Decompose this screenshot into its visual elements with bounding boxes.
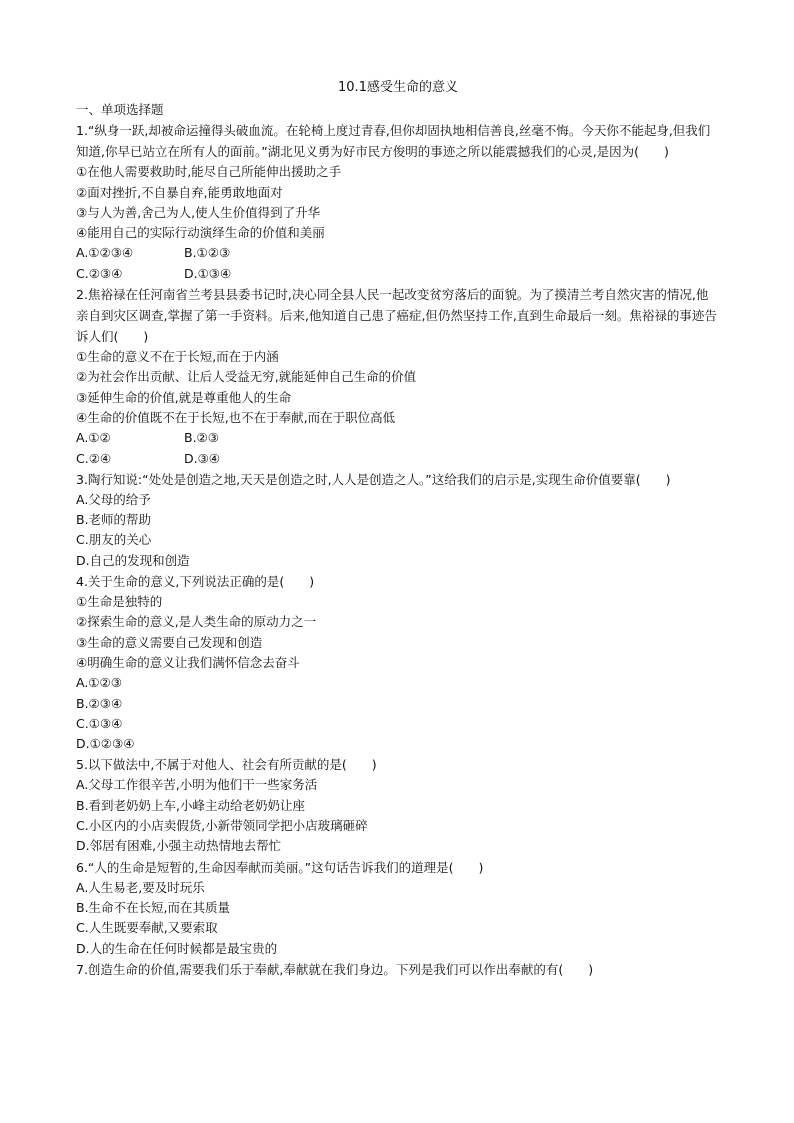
option-c[interactable]: C.①③④: [76, 715, 123, 731]
question-1: [76, 120, 720, 284]
option-b[interactable]: B.②③④: [76, 695, 123, 711]
option-d[interactable]: D.邻居有困难,小强主动热情地去帮忙: [76, 838, 282, 854]
option-c[interactable]: C.②④: [76, 450, 112, 466]
statement-item: ②面对挫折,不自暴自弃,能勇敢地面对: [76, 184, 283, 200]
option-b[interactable]: B.老师的帮助: [76, 512, 152, 528]
question-3: [76, 469, 720, 571]
option-d[interactable]: D.③④: [184, 450, 221, 466]
option-d[interactable]: D.①②③④: [76, 736, 135, 752]
statement-item: ③与人为善,舍己为人,使人生价值得到了升华: [76, 204, 321, 220]
option-b[interactable]: B.②③: [184, 430, 219, 446]
statement-item: ④生命的价值既不在于长短,也不在于奉献,而在于职位高低: [76, 409, 396, 425]
question-4: [76, 571, 720, 754]
statement-item: ①生命是独特的: [76, 594, 163, 610]
document-page: [76, 78, 720, 980]
statement-item: ②探索生命的意义,是人类生命的原动力之一: [76, 614, 317, 630]
statement-item: ①生命的意义不在于长短,而在于内涵: [76, 349, 279, 365]
option-a[interactable]: A.①②③: [76, 675, 122, 691]
statement-item: ④能用自己的实际行动演绎生命的价值和美丽: [76, 225, 325, 241]
statement-item: ①在他人需要救助时,能尽自己所能伸出援助之手: [76, 164, 342, 180]
option-b[interactable]: B.看到老奶奶上车,小峰主动给老奶奶让座: [76, 797, 306, 813]
option-a[interactable]: A.①②③④: [76, 245, 134, 261]
answer-options: [76, 428, 720, 469]
question-stem: 5.以下做法中,不属于对他人、社会有所贡献的是( ): [76, 757, 377, 773]
statement-item: ④明确生命的意义让我们满怀信念去奋斗: [76, 654, 300, 670]
option-b[interactable]: B.生命不在长短,而在其质量: [76, 899, 231, 915]
option-c[interactable]: C.朋友的关心: [76, 532, 152, 548]
option-a[interactable]: A.人生易老,要及时玩乐: [76, 879, 205, 895]
option-b[interactable]: B.①②③: [184, 245, 231, 261]
option-c[interactable]: C.小区内的小店卖假货,小新带领同学把小店玻璃砸碎: [76, 818, 368, 834]
answer-options: [76, 243, 720, 284]
question-6: [76, 857, 720, 959]
question-stem: 3.陶行知说:“处处是创造之地,天天是创造之时,人人是创造之人。”这给我们的启示是,实现生命价值要靠( ): [76, 471, 671, 487]
question-5: [76, 754, 720, 856]
page-title: 10.1感受生命的意义: [338, 80, 458, 95]
question-stem: 7.创造生命的价值,需要我们乐于奉献,奉献就在我们身边。下列是我们可以作出奉献的有( ): [76, 961, 594, 977]
statement-item: ②为社会作出贡献、让后人受益无穷,就能延伸自己生命的价值: [76, 369, 417, 385]
statement-item: ③延伸生命的价值,就是尊重他人的生命: [76, 389, 292, 405]
section-heading: 一、单项选择题: [76, 102, 164, 117]
statement-item: ③生命的意义需要自己发现和创造: [76, 634, 263, 650]
option-d[interactable]: D.人的生命在任何时候都是最宝贵的: [76, 940, 278, 956]
question-stem: 4.关于生命的意义,下列说法正确的是( ): [76, 574, 315, 590]
question-stem: 1.“纵身一跃,却被命运撞得头破血流。在轮椅上度过青春,但你却固执地相信善良,丝毫不悔。今天你不能起身,但我们知道,你早已站立在所有人的面前。”湖北见义勇为好市民方俊明的事迹之所以能震撼我们的心灵,是因为( ): [76, 123, 711, 160]
question-stem: 2.焦裕禄在任河南省兰考县县委书记时,决心同全县人民一起改变贫穷落后的面貌。为了摸清兰考自然灾害的情况,他亲自到灾区调查,掌握了第一手资料。后来,他知道自己患了癌症,但仍然坚持工作,直到生命最后一刻。焦裕禄的事迹告诉人们( ): [76, 287, 717, 345]
question-7: [76, 959, 720, 980]
option-c[interactable]: C.②③④: [76, 265, 123, 281]
option-d[interactable]: D.自己的发现和创造: [76, 552, 190, 568]
option-a[interactable]: A.父母工作很辛苦,小明为他们干一些家务活: [76, 777, 318, 793]
question-stem: 6.“人的生命是短暂的,生命因奉献而美丽。”这句话告诉我们的道理是( ): [76, 859, 484, 875]
option-a[interactable]: A.父母的给予: [76, 491, 151, 507]
option-c[interactable]: C.人生既要奉献,又要索取: [76, 920, 218, 936]
question-2: [76, 284, 720, 469]
option-a[interactable]: A.①②: [76, 430, 111, 446]
option-d[interactable]: D.①③④: [184, 265, 232, 281]
